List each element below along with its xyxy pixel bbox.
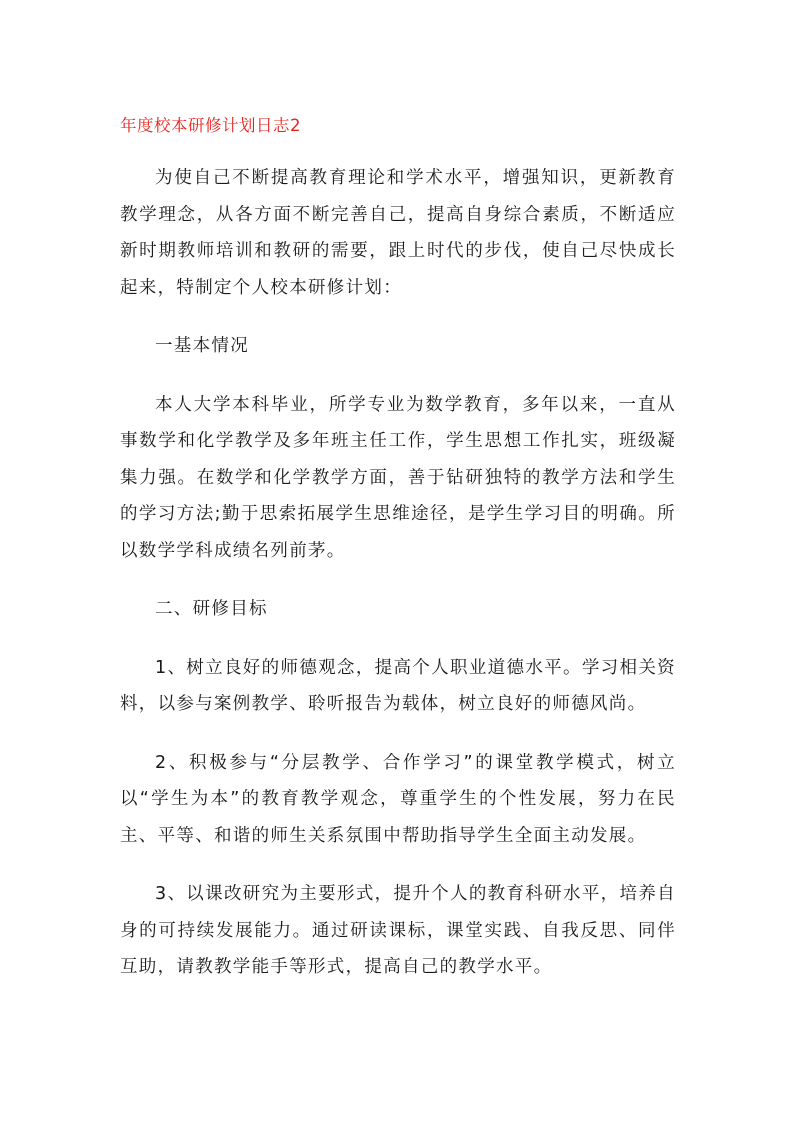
goal-item-3: 3、以课改研究为主要形式，提升个人的教育科研水平，培养自身的可持续发展能力。通过研读课标，课堂实践、自我反思、同伴互助，请教教学能手等形式，提高自己的教学水平。 [120,884,676,977]
section-heading-basic-info: 一基本情况 [155,336,249,356]
intro-paragraph: 为使自己不断提高教育理论和学术水平，增强知识，更新教育教学理念，从各方面不断完善自己，提高自身综合素质，不断适应新时期教师培训和教研的需要，跟上时代的步伐，使自己尽快成长起来，特制定个人校本研修计划： [120,168,676,298]
section-heading-goals: 二、研修目标 [155,599,268,619]
document-title: 年度校本研修计划日志2 [120,116,301,135]
goal-item-2: 2、积极参与“分层教学、合作学习”的课堂教学模式，树立以“学生为本”的教育教学观念，尊重学生的个性发展，努力在民主、平等、和谐的师生关系氛围中帮助指导学生全面主动发展。 [120,752,676,846]
basic-info-paragraph: 本人大学本科毕业，所学专业为数学教育，多年以来，一直从事数学和化学教学及多年班主任工作，学生思想工作扎实，班级凝集力强。在数学和化学教学方面，善于钻研独特的教学方法和学生的学习方法;勤于思索拓展学生思维途径，是学生学习目的明确。所以数学学科成绩名列前茅。 [120,394,676,561]
document-body [120,160,676,1008]
goal-item-1: 1、树立良好的师德观念，提高个人职业道德水平。学习相关资料，以参与案例教学、聆听报告为载体，树立良好的师德风尚。 [120,657,676,714]
